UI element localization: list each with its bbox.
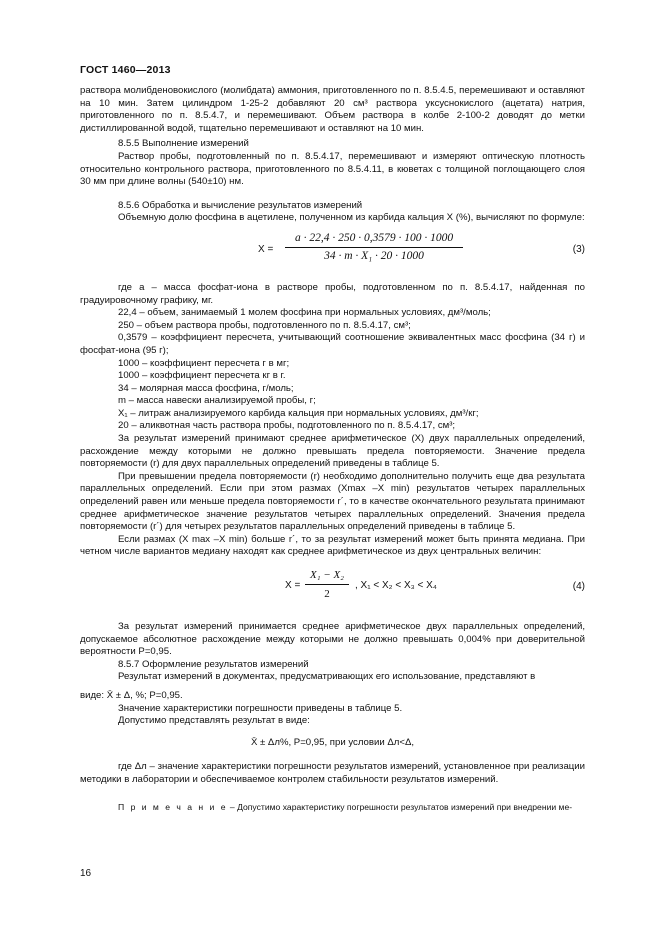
formula-numerator: X₁ − X₂ (305, 569, 349, 585)
legend-item: 20 – аликвотная часть раствора пробы, подготовленного по п. 8.5.4.17, см³; (118, 420, 456, 432)
formula-fraction (305, 569, 349, 600)
paragraph: Допустимо представлять результат в виде: (118, 715, 310, 727)
paragraph: За результат измерений принимают среднее арифметическое (X) двух параллельных определений, расхождение между которыми не должно превышать предела повторяемости. Значение предела повторяемости (r) для двух параллельных определений приведены в таблице 5. (80, 433, 585, 470)
formula-3 (80, 232, 585, 272)
result-formula: X̄ ± Δл%, Р=0,95, при условии Δл<Δ, (250, 736, 415, 748)
legend-item: 34 – молярная масса фосфина, г/моль; (118, 382, 294, 394)
note-label: П р и м е ч а н и е (118, 801, 228, 812)
paragraph: где Δл – значение характеристики погрешности результатов измерений, установленное при реализации методики в лаборатории и обеспечиваемое контролем стабильности результатов измерений. (80, 761, 585, 785)
paragraph: При превышении предела повторяемости (r) необходимо дополнительно получить еще два результата параллельных определений. Если при этом размах (Xmax –X min) результатов четырех параллельных определений равен или меньше предела повторяемости r´, то в качестве окончательного результата принимают среднее арифметическое значение результатов четырех параллельных определений. Значения предела повторяемости (r´) для четырех результатов параллельных определений приведены в таблице 5. (80, 470, 585, 533)
formula-lhs: X = (258, 243, 274, 255)
legend-item: m – масса навески анализируемой пробы, г; (118, 395, 316, 407)
legend-item: 250 – объем раствора пробы, подготовленного по п. 8.5.4.17, см³; (118, 319, 411, 331)
paragraph: виде: X̄ ± Δ, %; Р=0,95. (80, 689, 183, 701)
document-body (80, 85, 585, 813)
equation-number: (3) (572, 243, 585, 255)
formula-fraction (285, 232, 463, 262)
document-header: ГОСТ 1460—2013 (80, 64, 171, 76)
legend-item: 1000 – коэффициент пересчета кг в г. (118, 370, 286, 382)
paragraph: Значение характеристики погрешности приведены в таблице 5. (118, 702, 403, 714)
legend-item: 0,3579 – коэффициент пересчета, учитывающий соотношение эквивалентных масс фосфина (34 г) и фосфат-иона (95 г); (80, 332, 585, 356)
formula-4 (80, 569, 585, 607)
legend-item: где а – масса фосфат-иона в растворе пробы, подготовленном по п. 8.5.4.17, найденная по градуировочному графику, мг. (80, 281, 585, 306)
formula-denominator: 2 (324, 587, 330, 600)
page-number: 16 (80, 868, 92, 879)
paragraph: раствора молибденовокислого (молибдата) аммония, приготовленного по п. 8.5.4.5, перемешивают и оставляют на 10 мин. Затем цилиндром 1-25-2 добавляют 20 см³ раствора уксуснокислого (ацетата) натрия, приготовленного по п. 8.5.4.7, и перемешивают. Объем раствора в колбе 2-100-2 доводят до метки дистиллированной водой, тщательно перемешивают и оставляют на 10 мин. (80, 85, 585, 134)
formula-condition: , X₁ < X₂ < X₃ < X₄ (355, 580, 437, 591)
section-heading-8-5-6: 8.5.6 Обработка и вычисление результатов измерений (118, 199, 363, 211)
equation-number: (4) (572, 581, 585, 592)
legend-item: X₁ – литраж анализируемого карбида кальция при нормальных условиях, дм³/кг; (118, 407, 479, 419)
legend-item: 1000 – коэффициент пересчета г в мг; (118, 357, 290, 369)
paragraph: Раствор пробы, подготовленный по п. 8.5.4.17, перемешивают и измеряют оптическую плотность относительно контрольного раствора, приготовленного по 8.5.4.11, в кюветах с толщиной поглощающего слоя 30 мм при длине волны (540±10) нм. (80, 150, 585, 188)
formula-denominator: 34 · m · X₁ · 20 · 1000 (324, 249, 424, 262)
formula-lhs: X = (285, 580, 301, 591)
legend-item: 22,4 – объем, занимаемый 1 молем фосфина при нормальных условиях, дм³/моль; (118, 307, 491, 319)
formula-numerator: a · 22,4 · 250 · 0,3579 · 100 · 1000 (285, 232, 463, 248)
paragraph: Объемную долю фосфина в ацетилене, полученном из карбида кальция X (%), вычисляют по формуле: (118, 212, 585, 224)
paragraph: За результат измерений принимается среднее арифметическое двух параллельных определений, допускаемое абсолютное расхождение между которыми не должно превышать 0,004% при доверительной вероятности Р=0,95. (80, 621, 585, 658)
paragraph: Результат измерений в документах, предусматривающих его использование, представляют в (118, 671, 536, 683)
note-text: – Допустимо характеристику погрешности результатов измерений при внедрении ме- (227, 801, 573, 812)
section-heading-8-5-5: 8.5.5 Выполнение измерений (118, 138, 249, 150)
note (80, 801, 585, 814)
section-heading-8-5-7: 8.5.7 Оформление результатов измерений (118, 658, 309, 670)
paragraph: Если размах (X max –X min) больше r´, то за результат измерений может быть принята медиана. При четном числе вариантов медиану находят как среднее арифметическое из двух центральных величин: (80, 533, 585, 558)
